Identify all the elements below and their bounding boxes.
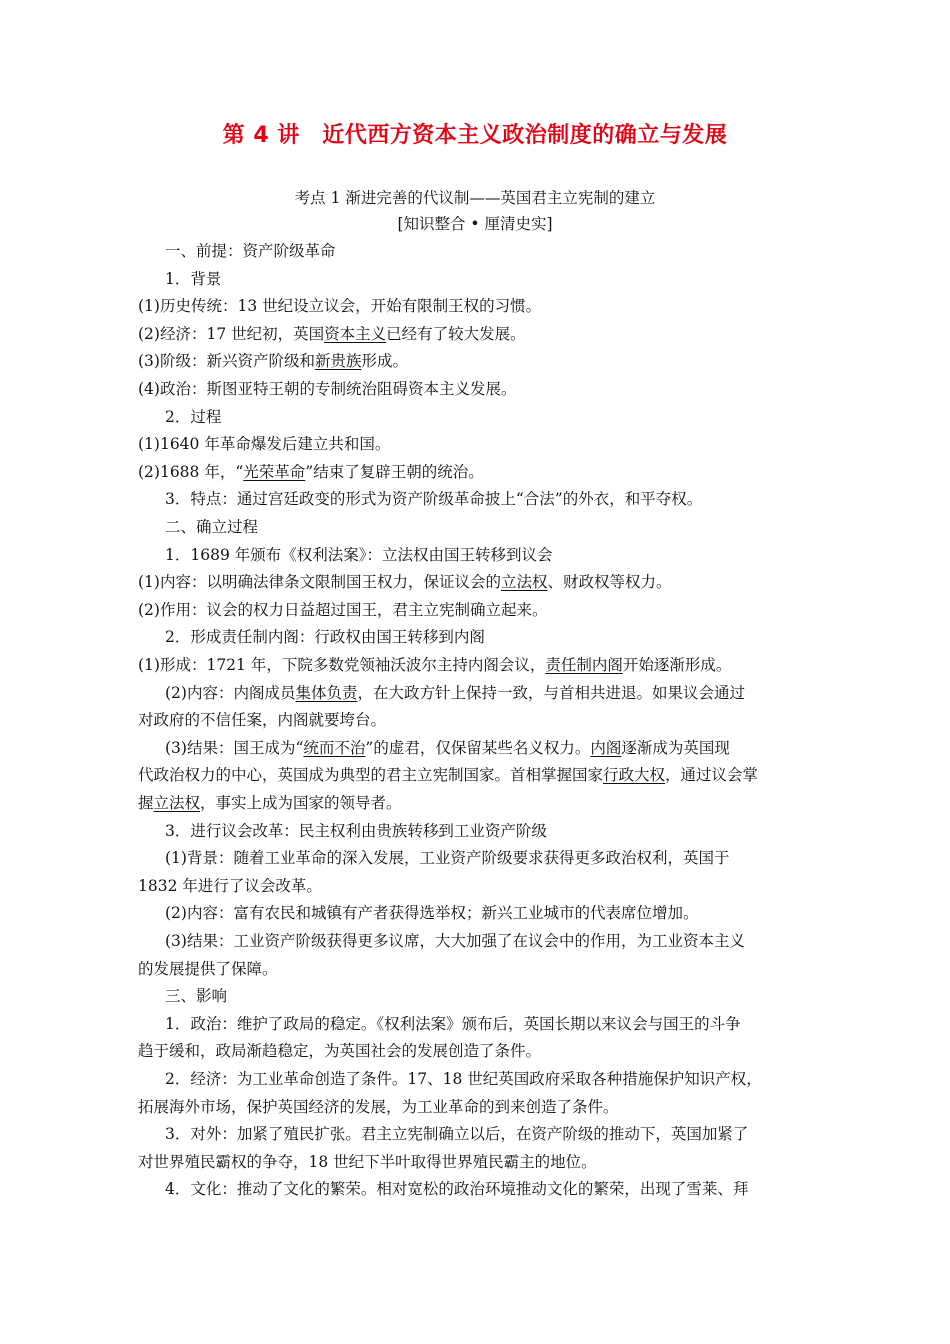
text-span: (2)内容：富有农民和城镇有产者获得选举权；新兴工业城市的代表席位增加。 <box>165 904 699 923</box>
text-span: (2)作用：议会的权力日益超过国王，君主立宪制确立起来。 <box>138 600 548 619</box>
text-line <box>165 821 547 841</box>
text-span: 趋于缓和，政局渐趋稳定，为英国社会的发展创造了条件。 <box>138 1042 542 1061</box>
text-line <box>138 1041 541 1061</box>
text-line <box>165 517 258 537</box>
text-span: (3)结果：国王成为“ <box>165 738 304 757</box>
text-span: (1)历史传统：13 世纪设立议会，开始有限制王权的习惯。 <box>138 297 542 316</box>
text-line <box>138 765 758 785</box>
text-span: (3)阶级：新兴资产阶级和 <box>138 352 315 371</box>
section-tag: [知识整合 • 厘清史实] <box>397 215 553 233</box>
text-line <box>165 1179 748 1199</box>
text-line <box>165 1069 762 1089</box>
text-span: (4)政治：斯图亚特王朝的专制统治阻碍资本主义发展。 <box>138 380 517 398</box>
text-line <box>165 931 745 951</box>
page-title: 第 4 讲 近代西方资本主义政治制度的确立与发展 <box>222 123 728 148</box>
text-span: 开始逐渐形成。 <box>622 656 732 674</box>
text-span: 代政治权力的中心，英国成为典型的君主立宪制国家。首相掌握国家 <box>138 766 604 785</box>
text-line <box>138 876 322 896</box>
text-line <box>138 1097 619 1117</box>
text-line <box>165 269 221 289</box>
text-span: (1)1640 年革命爆发后建立共和国。 <box>138 435 391 454</box>
text-span: (2)经济：17 世纪初，英国 <box>138 324 325 343</box>
text-line <box>165 407 221 427</box>
text-line <box>138 793 402 813</box>
text-line <box>165 545 553 565</box>
text-span: 、财政权等权力。 <box>547 573 672 592</box>
text-span: 拓展海外市场，保护英国经济的发展，为工业革命的到来创造了条件。 <box>138 1097 619 1116</box>
text-line <box>165 489 702 509</box>
text-line <box>165 1014 741 1034</box>
text-span: 对世界殖民霸权的争夺，18 世纪下半叶取得世界殖民霸主的地位。 <box>138 1152 597 1171</box>
text-line <box>138 462 484 482</box>
text-span: ，在大政方针上保持一致，与首相共进退。如果议会通过 <box>357 683 745 702</box>
underlined-keyword: 内阁 <box>590 738 622 757</box>
text-line <box>165 1124 748 1144</box>
text-span: 已经有了较大发展。 <box>386 324 526 343</box>
text-span: (1)内容：以明确法律条文限制国王权力，保证议会的 <box>138 573 501 592</box>
underlined-keyword: 立法权 <box>500 573 548 592</box>
text-line <box>165 738 730 758</box>
text-span: 1．政治：维护了政局的稳定。《权利法案》颁布后，英国长期以来议会与国王的斗争 <box>165 1014 741 1033</box>
text-span: 三、影响 <box>165 987 228 1006</box>
text-line <box>138 600 547 620</box>
text-span: ”的虚君，仅保留某些名义权力。 <box>365 738 591 757</box>
underlined-keyword: 统而不治 <box>303 738 366 757</box>
text-line <box>165 903 698 923</box>
text-line <box>165 848 729 868</box>
text-line <box>138 434 390 454</box>
text-line <box>138 710 386 730</box>
text-span: 2．经济：为工业革命创造了条件。17、18 世纪英国政府采取各种措施保护知识产权， <box>165 1070 762 1088</box>
underlined-keyword: 新贵族 <box>314 352 362 371</box>
text-span: 2．过程 <box>165 407 222 426</box>
text-line <box>138 351 408 371</box>
text-line <box>165 986 227 1006</box>
underlined-keyword: 资本主义 <box>324 324 387 343</box>
underlined-keyword: 行政大权 <box>603 766 666 785</box>
underlined-keyword: 集体负责 <box>295 683 358 702</box>
text-span: (3)结果：工业资产阶级获得更多议席，大大加强了在议会中的作用，为工业资本主义 <box>165 932 745 950</box>
text-span: 二、确立过程 <box>165 518 259 536</box>
text-line <box>138 959 278 979</box>
text-span: (1)背景：随着工业革命的深入发展，工业资产阶级要求获得更多政治权利，英国于 <box>165 849 730 868</box>
text-span: 2．形成责任制内阁：行政权由国王转移到内阁 <box>165 628 485 647</box>
text-line <box>138 1152 597 1172</box>
text-span: (2)内容：内阁成员 <box>165 683 296 702</box>
text-span: (2)1688 年，“ <box>138 462 244 481</box>
text-span: 4．文化：推动了文化的繁荣。相对宽松的政治环境推动文化的繁荣，出现了雪莱、拜 <box>165 1180 749 1199</box>
text-span: 1．1689 年颁布《权利法案》：立法权由国王转移到议会 <box>165 545 553 564</box>
text-span: 一、前提：资产阶级革命 <box>165 242 336 260</box>
underlined-keyword: 立法权 <box>153 794 201 812</box>
text-line <box>165 683 745 703</box>
text-span: ，事实上成为国家的领导者。 <box>200 794 402 812</box>
text-line <box>165 627 485 647</box>
text-line <box>138 296 541 316</box>
text-span: 逐渐成为英国现 <box>621 738 730 757</box>
text-span: 1832 年进行了议会改革。 <box>138 876 322 895</box>
text-line <box>138 572 672 592</box>
text-span: ”结束了复辟王朝的统治。 <box>305 462 484 481</box>
text-line <box>138 655 731 675</box>
underlined-keyword: 责任制内阁 <box>545 656 623 674</box>
text-span: 的发展提供了保障。 <box>138 959 278 978</box>
exam-point-heading: 考点 1 渐进完善的代议制——英国君主立宪制的建立 <box>294 189 656 207</box>
text-span: 形成。 <box>361 352 408 371</box>
text-span: ，通过议会掌 <box>665 766 759 785</box>
text-span: (1)形成：1721 年，下院多数党领袖沃波尔主持内阁会议， <box>138 656 546 674</box>
text-span: 握 <box>138 794 154 812</box>
text-span: 对政府的不信任案，内阁就要垮台。 <box>138 711 387 730</box>
underlined-keyword: 光荣革命 <box>243 462 306 481</box>
text-span: 3．对外：加紧了殖民扩张。君主立宪制确立以后，在资产阶级的推动下，英国加紧了 <box>165 1125 749 1144</box>
text-line <box>138 379 516 399</box>
text-span: 3．进行议会改革：民主权利由贵族转移到工业资产阶级 <box>165 821 547 840</box>
text-span: 3．特点：通过宫廷政变的形式为资产阶级革命披上“合法”的外衣，和平夺权。 <box>165 490 703 509</box>
text-line <box>165 241 336 261</box>
text-span: 1．背景 <box>165 269 222 288</box>
text-line <box>138 324 526 344</box>
